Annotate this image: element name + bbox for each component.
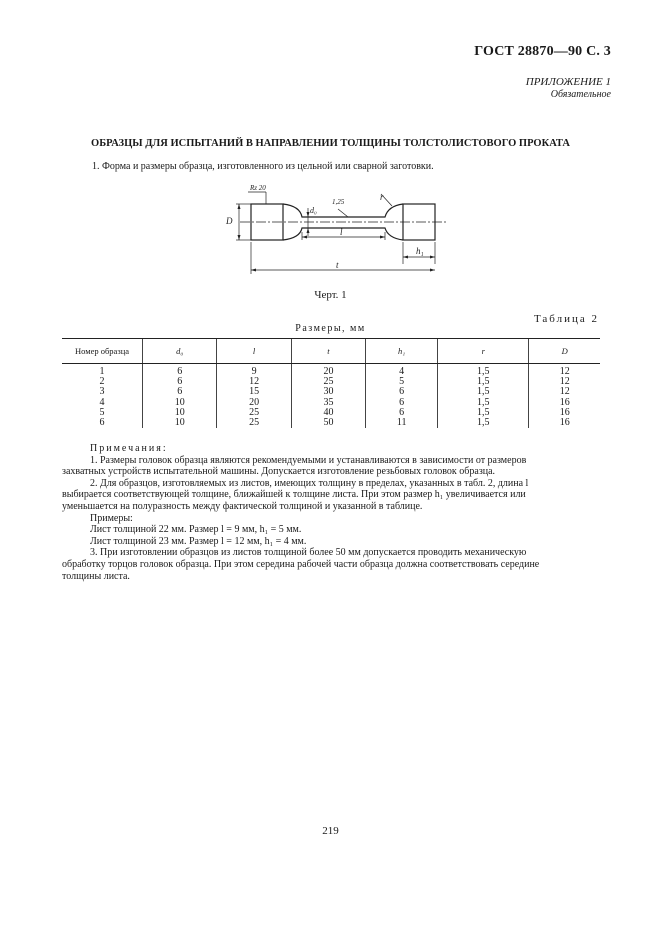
- table-cell: 9: [217, 364, 291, 378]
- example-2: Лист толщиной 23 мм. Размер l = 12 мм, h₁ = 4 мм.: [90, 535, 307, 547]
- table-cell: 25: [291, 377, 365, 387]
- table-cell: 3: [99, 386, 105, 398]
- table-cell: 2: [99, 376, 105, 388]
- intro-paragraph: 1. Форма и размеры образца, изготовленного из цельной или сварной заготовки.: [92, 161, 434, 172]
- table-cell: 1,5: [438, 418, 529, 428]
- dim-l-label: l: [340, 227, 343, 237]
- table-cell: 50: [291, 418, 365, 428]
- specimen-drawing: [220, 184, 450, 276]
- table-cell: 10: [143, 418, 217, 428]
- example-1: Лист толщиной 22 мм. Размер l = 9 мм, h₁ = 5 мм.: [90, 524, 302, 536]
- table-cell: 20: [217, 398, 291, 408]
- examples-heading: Примеры:: [90, 512, 133, 524]
- table-cell: 6: [99, 417, 105, 429]
- appendix-status: Обязательное: [550, 89, 611, 100]
- note-1: 1. Размеры головок образца являются рекомендуемыми и устанавливаются в зависимости от размеров: [90, 454, 527, 466]
- col-header-number: Номер образца: [62, 339, 143, 364]
- table-cell: 10: [143, 398, 217, 408]
- table-cell: 6: [143, 364, 217, 378]
- notes-section: [62, 443, 602, 582]
- note-3-continued-1: обработку торцов головок образца. При этом середина рабочей части образца должна соответствовать середине: [62, 558, 540, 570]
- figure-caption: Черт. 1: [314, 289, 347, 301]
- col-header-D: D: [529, 339, 600, 364]
- note-3: 3. При изготовлении образцов из листов толщиной более 50 мм допускается проводить механическую: [90, 547, 527, 559]
- table-cell: 10: [143, 408, 217, 418]
- table-cell: 35: [291, 398, 365, 408]
- surface-finish-label: 1,25: [332, 198, 345, 206]
- table-cell: 6: [366, 408, 438, 418]
- table-cell: 6: [366, 387, 438, 397]
- table-cell: 6: [366, 398, 438, 408]
- table-cell: 40: [291, 408, 365, 418]
- dim-d0-label: d₀: [310, 206, 317, 215]
- table-cell: 1,5: [438, 364, 529, 378]
- roughness-label: Rz 20: [250, 184, 266, 192]
- table-cell: 25: [217, 418, 291, 428]
- table-row: [62, 364, 600, 378]
- table-cell: 20: [291, 364, 365, 378]
- appendix-label: ПРИЛОЖЕНИЕ 1: [525, 76, 611, 88]
- table-cell: 15: [217, 387, 291, 397]
- dim-D-label: D: [226, 216, 233, 226]
- table-subtitle: Размеры, мм: [295, 323, 366, 334]
- table-cell: 16: [529, 408, 600, 418]
- dim-t-label: t: [336, 260, 339, 270]
- table-cell: 12: [529, 377, 600, 387]
- col-header-l: l: [217, 339, 291, 364]
- page-number: 219: [322, 825, 339, 837]
- radius-label: r: [380, 192, 384, 202]
- table-cell: 5: [366, 377, 438, 387]
- table-cell: 1,5: [438, 408, 529, 418]
- table-header-row: [62, 339, 600, 364]
- dimensions-table: [62, 338, 600, 428]
- table-cell: 16: [529, 418, 600, 428]
- table-cell: 25: [217, 408, 291, 418]
- table-cell: 30: [291, 387, 365, 397]
- col-header-t: t: [291, 339, 365, 364]
- col-header-h1: h₁: [366, 339, 438, 364]
- table-cell: 1: [99, 366, 105, 377]
- table-cell: 1,5: [438, 377, 529, 387]
- dim-h1-label: h₁: [416, 246, 424, 256]
- table-label: Таблица 2: [533, 313, 599, 325]
- note-2-continued-2: уменьшается на полуразность между фактической толщиной и указанной в таблице.: [62, 500, 423, 512]
- page-title: ОБРАЗЦЫ ДЛЯ ИСПЫТАНИЙ В НАПРАВЛЕНИИ ТОЛЩИНЫ ТОЛСТОЛИСТОВОГО ПРОКАТА: [91, 138, 570, 149]
- table-row: [62, 418, 600, 428]
- table-cell: 12: [529, 364, 600, 378]
- table-cell: 12: [529, 387, 600, 397]
- table-cell: 4: [366, 364, 438, 378]
- standard-header: ГОСТ 28870—90 С. 3: [474, 44, 611, 59]
- note-1-continued: захватных устройств испытательной машины. Допускается изготовление резьбовых головок образца.: [62, 466, 496, 478]
- table-cell: 5: [99, 406, 105, 418]
- table-cell: 12: [217, 377, 291, 387]
- table-cell: 16: [529, 398, 600, 408]
- table-cell: 1,5: [438, 387, 529, 397]
- note-2: 2. Для образцов, изготовляемых из листов, имеющих толщину в пределах, указанных в табл. 2, длина l: [90, 477, 529, 489]
- col-header-r: r: [438, 339, 529, 364]
- note-2-continued-1: выбирается соответствующей толщине, ближайшей к толщине листа. При этом размер h₁ увеличивается или: [62, 489, 526, 501]
- table-cell: 6: [143, 377, 217, 387]
- table-cell: 11: [366, 418, 438, 428]
- table-cell: 4: [99, 396, 105, 408]
- notes-heading: Примечания:: [90, 443, 168, 454]
- table-cell: 6: [143, 387, 217, 397]
- note-3-continued-2: толщины листа.: [62, 570, 130, 582]
- col-header-d0: d₀: [143, 339, 217, 364]
- table-cell: 1,5: [438, 398, 529, 408]
